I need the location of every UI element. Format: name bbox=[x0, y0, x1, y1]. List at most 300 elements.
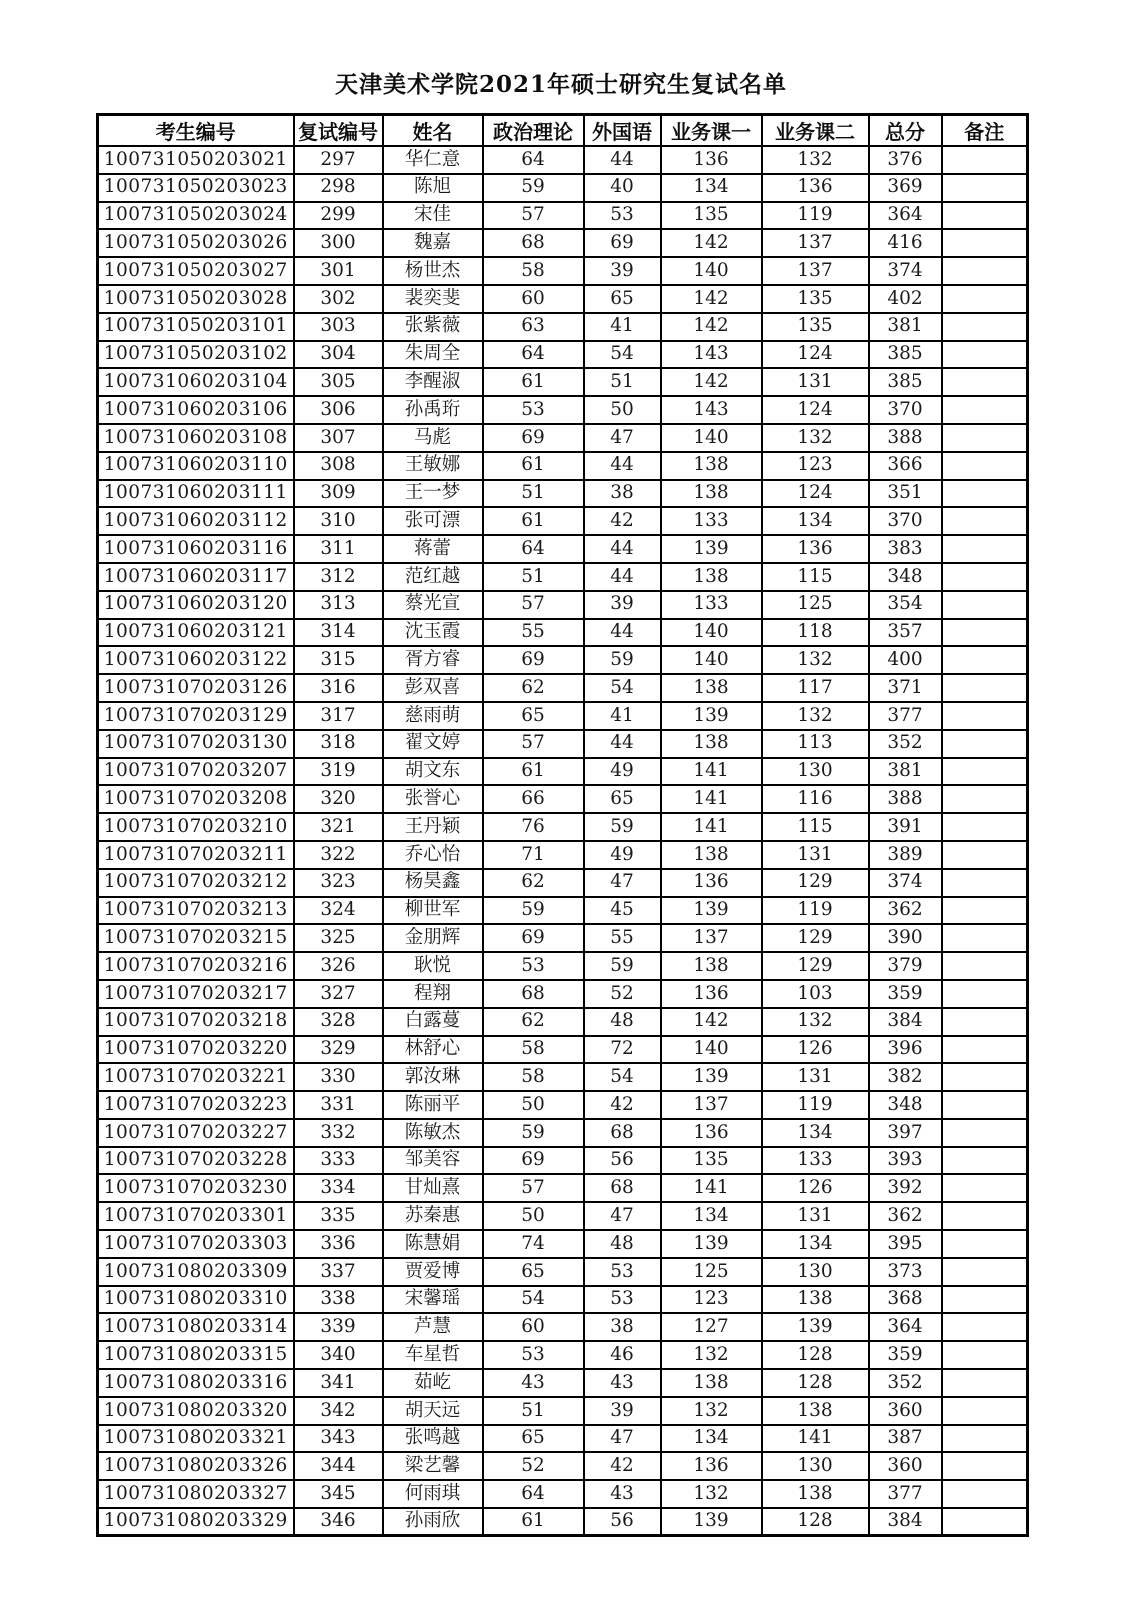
cell-retest-id: 331 bbox=[294, 1091, 383, 1119]
cell-total-score: 384 bbox=[869, 1508, 942, 1536]
cell-course-one: 136 bbox=[661, 1452, 762, 1480]
cell-foreign-language: 53 bbox=[584, 202, 661, 230]
cell-course-two: 138 bbox=[762, 1480, 869, 1508]
cell-candidate-id: 100731050203023 bbox=[98, 174, 294, 202]
cell-name: 宋佳 bbox=[383, 202, 483, 230]
cell-course-one: 139 bbox=[661, 535, 762, 563]
cell-name: 白露蔓 bbox=[383, 1008, 483, 1036]
cell-name: 陈旭 bbox=[383, 174, 483, 202]
cell-total-score: 359 bbox=[869, 980, 942, 1008]
table-row bbox=[98, 674, 1028, 702]
cell-course-one: 139 bbox=[661, 702, 762, 730]
cell-retest-id: 344 bbox=[294, 1452, 383, 1480]
cell-name: 胡文东 bbox=[383, 758, 483, 786]
cell-politics-theory: 59 bbox=[483, 897, 584, 925]
cell-remark bbox=[942, 313, 1028, 341]
cell-name: 程翔 bbox=[383, 980, 483, 1008]
cell-total-score: 348 bbox=[869, 1091, 942, 1119]
table-row bbox=[98, 396, 1028, 424]
cell-name: 范红越 bbox=[383, 563, 483, 591]
cell-politics-theory: 59 bbox=[483, 174, 584, 202]
cell-course-one: 140 bbox=[661, 424, 762, 452]
cell-foreign-language: 40 bbox=[584, 174, 661, 202]
cell-name: 陈敏杰 bbox=[383, 1119, 483, 1147]
cell-politics-theory: 76 bbox=[483, 813, 584, 841]
cell-total-score: 391 bbox=[869, 813, 942, 841]
cell-total-score: 385 bbox=[869, 368, 942, 396]
cell-course-two: 131 bbox=[762, 1063, 869, 1091]
cell-foreign-language: 39 bbox=[584, 1397, 661, 1425]
cell-remark bbox=[942, 1508, 1028, 1536]
cell-remark bbox=[942, 646, 1028, 674]
cell-retest-id: 340 bbox=[294, 1341, 383, 1369]
cell-foreign-language: 68 bbox=[584, 1119, 661, 1147]
cell-remark bbox=[942, 1063, 1028, 1091]
cell-name: 芦慧 bbox=[383, 1313, 483, 1341]
cell-total-score: 369 bbox=[869, 174, 942, 202]
cell-candidate-id: 100731070203207 bbox=[98, 758, 294, 786]
cell-retest-id: 301 bbox=[294, 257, 383, 285]
cell-candidate-id: 100731080203321 bbox=[98, 1425, 294, 1453]
cell-name: 宋馨瑶 bbox=[383, 1286, 483, 1314]
cell-candidate-id: 100731050203101 bbox=[98, 313, 294, 341]
cell-course-two: 130 bbox=[762, 758, 869, 786]
cell-foreign-language: 54 bbox=[584, 341, 661, 369]
cell-politics-theory: 64 bbox=[483, 341, 584, 369]
table-row bbox=[98, 702, 1028, 730]
cell-name: 王敏娜 bbox=[383, 452, 483, 480]
cell-total-score: 357 bbox=[869, 619, 942, 647]
cell-retest-id: 329 bbox=[294, 1036, 383, 1064]
cell-politics-theory: 58 bbox=[483, 1063, 584, 1091]
cell-remark bbox=[942, 1425, 1028, 1453]
cell-remark bbox=[942, 785, 1028, 813]
cell-candidate-id: 100731080203309 bbox=[98, 1258, 294, 1286]
column-header-retest-id: 复试编号 bbox=[294, 115, 383, 147]
cell-politics-theory: 61 bbox=[483, 452, 584, 480]
cell-foreign-language: 51 bbox=[584, 368, 661, 396]
cell-remark bbox=[942, 1313, 1028, 1341]
cell-retest-id: 302 bbox=[294, 285, 383, 313]
cell-politics-theory: 65 bbox=[483, 1258, 584, 1286]
cell-total-score: 362 bbox=[869, 897, 942, 925]
cell-name: 杨世杰 bbox=[383, 257, 483, 285]
cell-candidate-id: 100731080203314 bbox=[98, 1313, 294, 1341]
cell-politics-theory: 68 bbox=[483, 980, 584, 1008]
cell-politics-theory: 57 bbox=[483, 730, 584, 758]
cell-total-score: 364 bbox=[869, 1313, 942, 1341]
cell-politics-theory: 50 bbox=[483, 1202, 584, 1230]
table-row bbox=[98, 1313, 1028, 1341]
cell-course-two: 119 bbox=[762, 1091, 869, 1119]
table-row bbox=[98, 1480, 1028, 1508]
cell-candidate-id: 100731070203212 bbox=[98, 869, 294, 897]
cell-course-one: 142 bbox=[661, 368, 762, 396]
cell-course-one: 138 bbox=[661, 730, 762, 758]
cell-remark bbox=[942, 758, 1028, 786]
cell-course-one: 142 bbox=[661, 313, 762, 341]
cell-retest-id: 334 bbox=[294, 1174, 383, 1202]
cell-total-score: 393 bbox=[869, 1147, 942, 1175]
table-row bbox=[98, 1425, 1028, 1453]
cell-name: 彭双喜 bbox=[383, 674, 483, 702]
cell-remark bbox=[942, 1147, 1028, 1175]
cell-retest-id: 297 bbox=[294, 146, 383, 174]
cell-name: 车星哲 bbox=[383, 1341, 483, 1369]
cell-name: 慈雨萌 bbox=[383, 702, 483, 730]
cell-foreign-language: 59 bbox=[584, 813, 661, 841]
cell-course-two: 115 bbox=[762, 563, 869, 591]
cell-foreign-language: 55 bbox=[584, 924, 661, 952]
cell-course-two: 131 bbox=[762, 368, 869, 396]
table-row bbox=[98, 619, 1028, 647]
cell-retest-id: 305 bbox=[294, 368, 383, 396]
cell-course-one: 143 bbox=[661, 341, 762, 369]
cell-total-score: 364 bbox=[869, 202, 942, 230]
cell-retest-id: 304 bbox=[294, 341, 383, 369]
cell-total-score: 381 bbox=[869, 758, 942, 786]
table-row bbox=[98, 341, 1028, 369]
cell-candidate-id: 100731070203210 bbox=[98, 813, 294, 841]
cell-retest-id: 333 bbox=[294, 1147, 383, 1175]
cell-retest-id: 346 bbox=[294, 1508, 383, 1536]
cell-remark bbox=[942, 368, 1028, 396]
cell-retest-id: 339 bbox=[294, 1313, 383, 1341]
table-row bbox=[98, 841, 1028, 869]
cell-foreign-language: 47 bbox=[584, 424, 661, 452]
cell-politics-theory: 55 bbox=[483, 619, 584, 647]
cell-course-one: 127 bbox=[661, 1313, 762, 1341]
cell-total-score: 377 bbox=[869, 1480, 942, 1508]
cell-course-two: 132 bbox=[762, 1008, 869, 1036]
cell-course-one: 137 bbox=[661, 1091, 762, 1119]
cell-candidate-id: 100731070203129 bbox=[98, 702, 294, 730]
cell-candidate-id: 100731050203028 bbox=[98, 285, 294, 313]
cell-course-one: 140 bbox=[661, 1036, 762, 1064]
cell-politics-theory: 57 bbox=[483, 1174, 584, 1202]
cell-course-two: 135 bbox=[762, 285, 869, 313]
table-row bbox=[98, 1008, 1028, 1036]
cell-total-score: 395 bbox=[869, 1230, 942, 1258]
cell-course-one: 123 bbox=[661, 1286, 762, 1314]
cell-foreign-language: 53 bbox=[584, 1286, 661, 1314]
table-row bbox=[98, 1452, 1028, 1480]
cell-foreign-language: 38 bbox=[584, 480, 661, 508]
cell-politics-theory: 69 bbox=[483, 1147, 584, 1175]
cell-remark bbox=[942, 619, 1028, 647]
cell-foreign-language: 54 bbox=[584, 674, 661, 702]
cell-name: 苏秦惠 bbox=[383, 1202, 483, 1230]
cell-course-one: 133 bbox=[661, 591, 762, 619]
cell-course-one: 134 bbox=[661, 174, 762, 202]
cell-retest-id: 319 bbox=[294, 758, 383, 786]
cell-politics-theory: 61 bbox=[483, 368, 584, 396]
table-row bbox=[98, 229, 1028, 257]
cell-candidate-id: 100731080203327 bbox=[98, 1480, 294, 1508]
cell-candidate-id: 100731070203130 bbox=[98, 730, 294, 758]
column-header-politics-theory: 政治理论 bbox=[483, 115, 584, 147]
cell-retest-id: 336 bbox=[294, 1230, 383, 1258]
cell-politics-theory: 61 bbox=[483, 507, 584, 535]
cell-politics-theory: 60 bbox=[483, 285, 584, 313]
cell-course-two: 124 bbox=[762, 480, 869, 508]
cell-remark bbox=[942, 285, 1028, 313]
cell-foreign-language: 47 bbox=[584, 1425, 661, 1453]
cell-politics-theory: 64 bbox=[483, 1480, 584, 1508]
cell-politics-theory: 61 bbox=[483, 1508, 584, 1536]
page-title: 天津美术学院2021年硕士研究生复试名单 bbox=[334, 71, 787, 98]
cell-total-score: 400 bbox=[869, 646, 942, 674]
cell-total-score: 351 bbox=[869, 480, 942, 508]
cell-retest-id: 313 bbox=[294, 591, 383, 619]
cell-foreign-language: 38 bbox=[584, 1313, 661, 1341]
cell-name: 柳世军 bbox=[383, 897, 483, 925]
cell-remark bbox=[942, 1397, 1028, 1425]
cell-retest-id: 330 bbox=[294, 1063, 383, 1091]
cell-name: 裴奕斐 bbox=[383, 285, 483, 313]
cell-politics-theory: 62 bbox=[483, 1008, 584, 1036]
cell-name: 邹美容 bbox=[383, 1147, 483, 1175]
table-row bbox=[98, 730, 1028, 758]
cell-retest-id: 324 bbox=[294, 897, 383, 925]
cell-foreign-language: 54 bbox=[584, 1063, 661, 1091]
cell-course-two: 132 bbox=[762, 146, 869, 174]
cell-remark bbox=[942, 257, 1028, 285]
cell-candidate-id: 100731060203120 bbox=[98, 591, 294, 619]
cell-remark bbox=[942, 424, 1028, 452]
cell-remark bbox=[942, 452, 1028, 480]
cell-candidate-id: 100731070203303 bbox=[98, 1230, 294, 1258]
cell-foreign-language: 47 bbox=[584, 869, 661, 897]
cell-course-two: 116 bbox=[762, 785, 869, 813]
cell-politics-theory: 62 bbox=[483, 869, 584, 897]
cell-candidate-id: 100731070203213 bbox=[98, 897, 294, 925]
cell-politics-theory: 57 bbox=[483, 591, 584, 619]
table-row bbox=[98, 368, 1028, 396]
cell-course-one: 135 bbox=[661, 202, 762, 230]
cell-course-two: 131 bbox=[762, 1202, 869, 1230]
table-row bbox=[98, 563, 1028, 591]
cell-politics-theory: 65 bbox=[483, 702, 584, 730]
cell-foreign-language: 59 bbox=[584, 952, 661, 980]
cell-foreign-language: 65 bbox=[584, 285, 661, 313]
cell-politics-theory: 64 bbox=[483, 146, 584, 174]
cell-name: 甘灿熹 bbox=[383, 1174, 483, 1202]
table-row bbox=[98, 202, 1028, 230]
cell-total-score: 383 bbox=[869, 535, 942, 563]
cell-course-one: 140 bbox=[661, 619, 762, 647]
cell-course-two: 139 bbox=[762, 1313, 869, 1341]
cell-total-score: 416 bbox=[869, 229, 942, 257]
cell-course-one: 141 bbox=[661, 813, 762, 841]
cell-foreign-language: 41 bbox=[584, 313, 661, 341]
cell-total-score: 373 bbox=[869, 1258, 942, 1286]
table-row bbox=[98, 452, 1028, 480]
cell-remark bbox=[942, 841, 1028, 869]
table-row bbox=[98, 952, 1028, 980]
table-row bbox=[98, 1063, 1028, 1091]
table-row bbox=[98, 1091, 1028, 1119]
cell-retest-id: 316 bbox=[294, 674, 383, 702]
cell-candidate-id: 100731070203208 bbox=[98, 785, 294, 813]
cell-total-score: 370 bbox=[869, 396, 942, 424]
cell-total-score: 348 bbox=[869, 563, 942, 591]
cell-course-one: 132 bbox=[661, 1341, 762, 1369]
cell-retest-id: 342 bbox=[294, 1397, 383, 1425]
cell-name: 朱周全 bbox=[383, 341, 483, 369]
cell-retest-id: 309 bbox=[294, 480, 383, 508]
cell-remark bbox=[942, 1119, 1028, 1147]
cell-foreign-language: 44 bbox=[584, 535, 661, 563]
cell-foreign-language: 39 bbox=[584, 257, 661, 285]
table-row bbox=[98, 285, 1028, 313]
cell-retest-id: 310 bbox=[294, 507, 383, 535]
cell-candidate-id: 100731070203215 bbox=[98, 924, 294, 952]
cell-name: 马彪 bbox=[383, 424, 483, 452]
cell-retest-id: 322 bbox=[294, 841, 383, 869]
cell-total-score: 370 bbox=[869, 507, 942, 535]
column-header-candidate-id: 考生编号 bbox=[98, 115, 294, 147]
cell-name: 郭汝琳 bbox=[383, 1063, 483, 1091]
cell-candidate-id: 100731060203117 bbox=[98, 563, 294, 591]
cell-remark bbox=[942, 229, 1028, 257]
cell-politics-theory: 69 bbox=[483, 424, 584, 452]
cell-course-two: 134 bbox=[762, 507, 869, 535]
cell-course-one: 138 bbox=[661, 1369, 762, 1397]
cell-remark bbox=[942, 396, 1028, 424]
cell-politics-theory: 53 bbox=[483, 1341, 584, 1369]
cell-remark bbox=[942, 591, 1028, 619]
cell-retest-id: 318 bbox=[294, 730, 383, 758]
cell-candidate-id: 100731060203121 bbox=[98, 619, 294, 647]
cell-course-one: 141 bbox=[661, 1174, 762, 1202]
cell-candidate-id: 100731070203216 bbox=[98, 952, 294, 980]
cell-total-score: 354 bbox=[869, 591, 942, 619]
cell-politics-theory: 71 bbox=[483, 841, 584, 869]
cell-retest-id: 314 bbox=[294, 619, 383, 647]
cell-candidate-id: 100731080203315 bbox=[98, 1341, 294, 1369]
table-row bbox=[98, 1202, 1028, 1230]
cell-course-one: 125 bbox=[661, 1258, 762, 1286]
cell-foreign-language: 56 bbox=[584, 1508, 661, 1536]
table-row bbox=[98, 1174, 1028, 1202]
table-row bbox=[98, 1369, 1028, 1397]
cell-total-score: 397 bbox=[869, 1119, 942, 1147]
cell-course-two: 126 bbox=[762, 1174, 869, 1202]
cell-course-two: 119 bbox=[762, 202, 869, 230]
column-header-course-one: 业务课一 bbox=[661, 115, 762, 147]
cell-total-score: 360 bbox=[869, 1452, 942, 1480]
cell-course-two: 132 bbox=[762, 424, 869, 452]
cell-politics-theory: 66 bbox=[483, 785, 584, 813]
cell-remark bbox=[942, 1008, 1028, 1036]
cell-candidate-id: 100731070203227 bbox=[98, 1119, 294, 1147]
table-row bbox=[98, 1341, 1028, 1369]
cell-course-two: 129 bbox=[762, 924, 869, 952]
cell-candidate-id: 100731070203126 bbox=[98, 674, 294, 702]
cell-total-score: 376 bbox=[869, 146, 942, 174]
cell-name: 蒋蕾 bbox=[383, 535, 483, 563]
cell-retest-id: 327 bbox=[294, 980, 383, 1008]
cell-course-one: 132 bbox=[661, 1480, 762, 1508]
column-header-foreign-language: 外国语 bbox=[584, 115, 661, 147]
cell-course-two: 128 bbox=[762, 1508, 869, 1536]
cell-course-one: 133 bbox=[661, 507, 762, 535]
cell-course-two: 123 bbox=[762, 452, 869, 480]
cell-foreign-language: 45 bbox=[584, 897, 661, 925]
cell-remark bbox=[942, 1036, 1028, 1064]
cell-foreign-language: 44 bbox=[584, 563, 661, 591]
table-row bbox=[98, 591, 1028, 619]
cell-candidate-id: 100731060203104 bbox=[98, 368, 294, 396]
cell-remark bbox=[942, 1091, 1028, 1119]
cell-course-one: 136 bbox=[661, 146, 762, 174]
cell-remark bbox=[942, 563, 1028, 591]
cell-course-two: 134 bbox=[762, 1119, 869, 1147]
cell-retest-id: 311 bbox=[294, 535, 383, 563]
cell-foreign-language: 41 bbox=[584, 702, 661, 730]
cell-politics-theory: 57 bbox=[483, 202, 584, 230]
cell-candidate-id: 100731060203110 bbox=[98, 452, 294, 480]
cell-politics-theory: 59 bbox=[483, 1119, 584, 1147]
cell-course-two: 130 bbox=[762, 1452, 869, 1480]
cell-name: 乔心怡 bbox=[383, 841, 483, 869]
cell-politics-theory: 61 bbox=[483, 758, 584, 786]
cell-candidate-id: 100731070203301 bbox=[98, 1202, 294, 1230]
cell-candidate-id: 100731060203106 bbox=[98, 396, 294, 424]
cell-candidate-id: 100731060203116 bbox=[98, 535, 294, 563]
cell-course-one: 140 bbox=[661, 646, 762, 674]
cell-remark bbox=[942, 341, 1028, 369]
cell-name: 林舒心 bbox=[383, 1036, 483, 1064]
table-row bbox=[98, 1508, 1028, 1536]
cell-course-two: 103 bbox=[762, 980, 869, 1008]
cell-foreign-language: 42 bbox=[584, 1091, 661, 1119]
cell-name: 华仁意 bbox=[383, 146, 483, 174]
table-row bbox=[98, 813, 1028, 841]
cell-retest-id: 303 bbox=[294, 313, 383, 341]
cell-total-score: 388 bbox=[869, 424, 942, 452]
cell-course-two: 138 bbox=[762, 1286, 869, 1314]
cell-remark bbox=[942, 813, 1028, 841]
cell-retest-id: 312 bbox=[294, 563, 383, 591]
cell-name: 翟文婷 bbox=[383, 730, 483, 758]
cell-politics-theory: 69 bbox=[483, 646, 584, 674]
cell-politics-theory: 68 bbox=[483, 229, 584, 257]
table-row bbox=[98, 1230, 1028, 1258]
cell-course-one: 141 bbox=[661, 758, 762, 786]
cell-total-score: 352 bbox=[869, 1369, 942, 1397]
cell-name: 张紫薇 bbox=[383, 313, 483, 341]
table-row bbox=[98, 1119, 1028, 1147]
cell-course-one: 140 bbox=[661, 257, 762, 285]
cell-total-score: 396 bbox=[869, 1036, 942, 1064]
cell-foreign-language: 68 bbox=[584, 1174, 661, 1202]
table-row bbox=[98, 646, 1028, 674]
table-row bbox=[98, 869, 1028, 897]
cell-course-one: 134 bbox=[661, 1425, 762, 1453]
cell-remark bbox=[942, 1369, 1028, 1397]
cell-remark bbox=[942, 952, 1028, 980]
cell-foreign-language: 48 bbox=[584, 1008, 661, 1036]
cell-course-two: 117 bbox=[762, 674, 869, 702]
cell-course-one: 132 bbox=[661, 1397, 762, 1425]
cell-course-two: 136 bbox=[762, 535, 869, 563]
cell-politics-theory: 65 bbox=[483, 1425, 584, 1453]
cell-remark bbox=[942, 869, 1028, 897]
cell-name: 魏嘉 bbox=[383, 229, 483, 257]
cell-remark bbox=[942, 674, 1028, 702]
